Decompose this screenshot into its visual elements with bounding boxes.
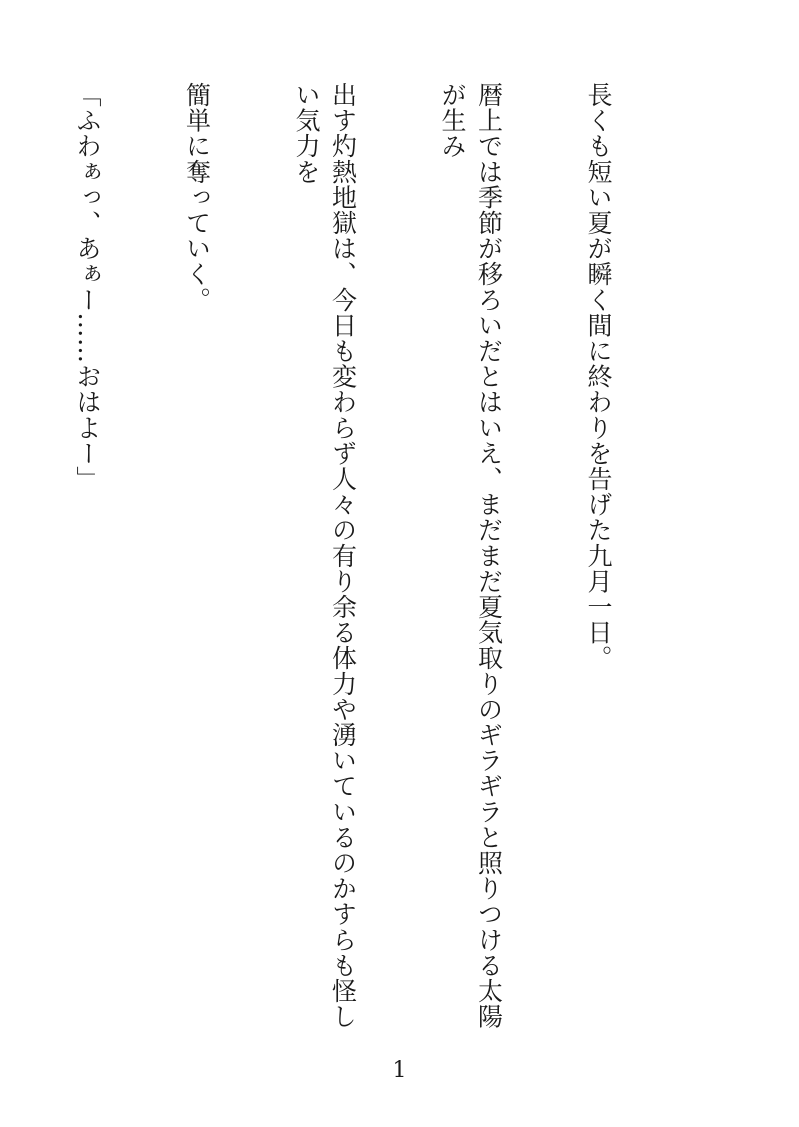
text-line: 簡単に奪っていく。 <box>182 82 212 313</box>
vertical-text-body <box>0 82 689 1042</box>
text-line: 暦上では季節が移ろいだとはいえ、まだまだ夏気取りのギラギラと照りつける太陽が生み <box>438 82 504 1030</box>
text-line: 「ふわぁっ、あぁー……おはよー」 <box>73 82 102 492</box>
text-line: 長くも短い夏が瞬く間に終わりを告げた九月一日。 <box>584 82 613 671</box>
text-line: 出す灼熱地獄は、今日も変わらず人々の有り余る体力や湧いているのかすらも怪しい気力を <box>292 82 358 1030</box>
page-number: 1 <box>392 1058 407 1083</box>
